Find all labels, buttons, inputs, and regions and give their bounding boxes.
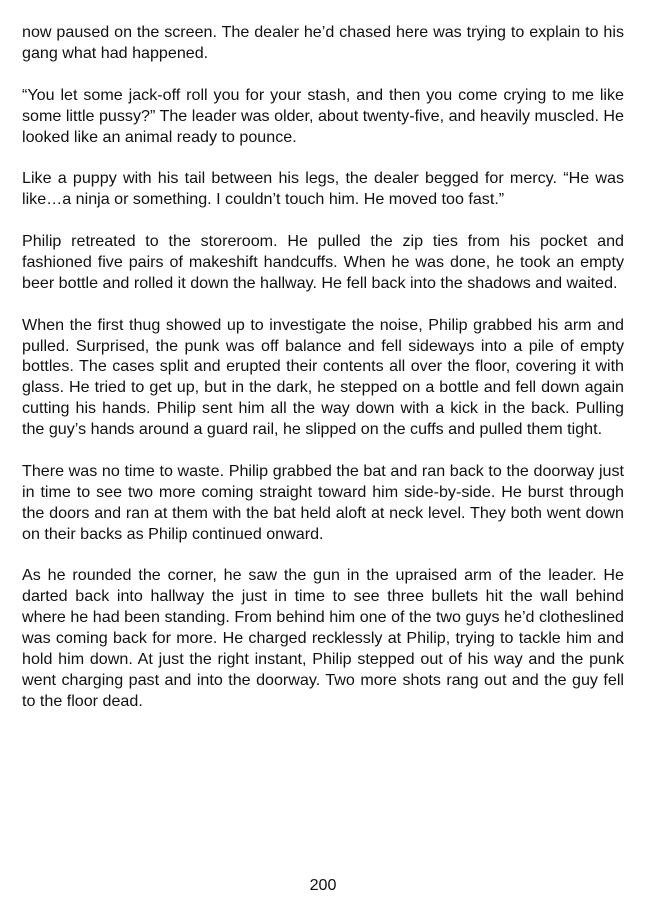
- page-number: 200: [309, 876, 337, 894]
- paragraph-6: There was no time to waste. Philip grabbed the bat and ran back to the doorway just in time to see two more coming straight toward him side-by-side. He burst through the doors and ran at them with the bat held aloft at neck level. They both went down on their backs as Philip continued onward.: [22, 461, 624, 543]
- paragraph-3: Like a puppy with his tail between his legs, the dealer begged for mercy. “He was like…a ninja or something. I couldn’t touch him. He moved too fast.”: [22, 169, 624, 209]
- paragraph-4: Philip retreated to the storeroom. He pulled the zip ties from his pocket and fashioned five pairs of makeshift handcuffs. When he was done, he took an empty beer bottle and rolled it down the hallway. He fell back into the shadows and waited.: [22, 232, 624, 292]
- paragraph-5: When the first thug showed up to investigate the noise, Philip grabbed his arm and pulled. Surprised, the punk was off balance and fell sideways into a pile of empty bottles. The cases split and erupted their contents all over the floor, covering it with glass. He tried to get up, but in the dark, he stepped on a bottle and fell down again cutting his hands. Philip sent him all the way down with a kick in the back. Pulling the guy’s hands around a guard rail, he slipped on the cuffs and pulled them tight.: [22, 315, 624, 439]
- paragraph-7: As he rounded the corner, he saw the gun in the upraised arm of the leader. He darted back into hallway the just in time to see three bullets hit the wall behind where he had been standing. From behind him one of the two guys he’d clotheslined was coming back for more. He charged recklessly at Philip, trying to tackle him and hold him down. At just the right instant, Philip stepped out of his way and the punk went charging past and into the doorway. Two more shots rang out and the guy fell to the floor dead.: [22, 566, 624, 710]
- paragraph-1: now paused on the screen. The dealer he’d chased here was trying to explain to his gang what had happened.: [22, 23, 624, 62]
- paragraph-2: “You let some jack-off roll you for your stash, and then you come crying to me like some little pussy?” The leader was older, about twenty-five, and heavily muscled. He looked like an animal ready to pounce.: [22, 85, 624, 146]
- page-body: [22, 22, 624, 733]
